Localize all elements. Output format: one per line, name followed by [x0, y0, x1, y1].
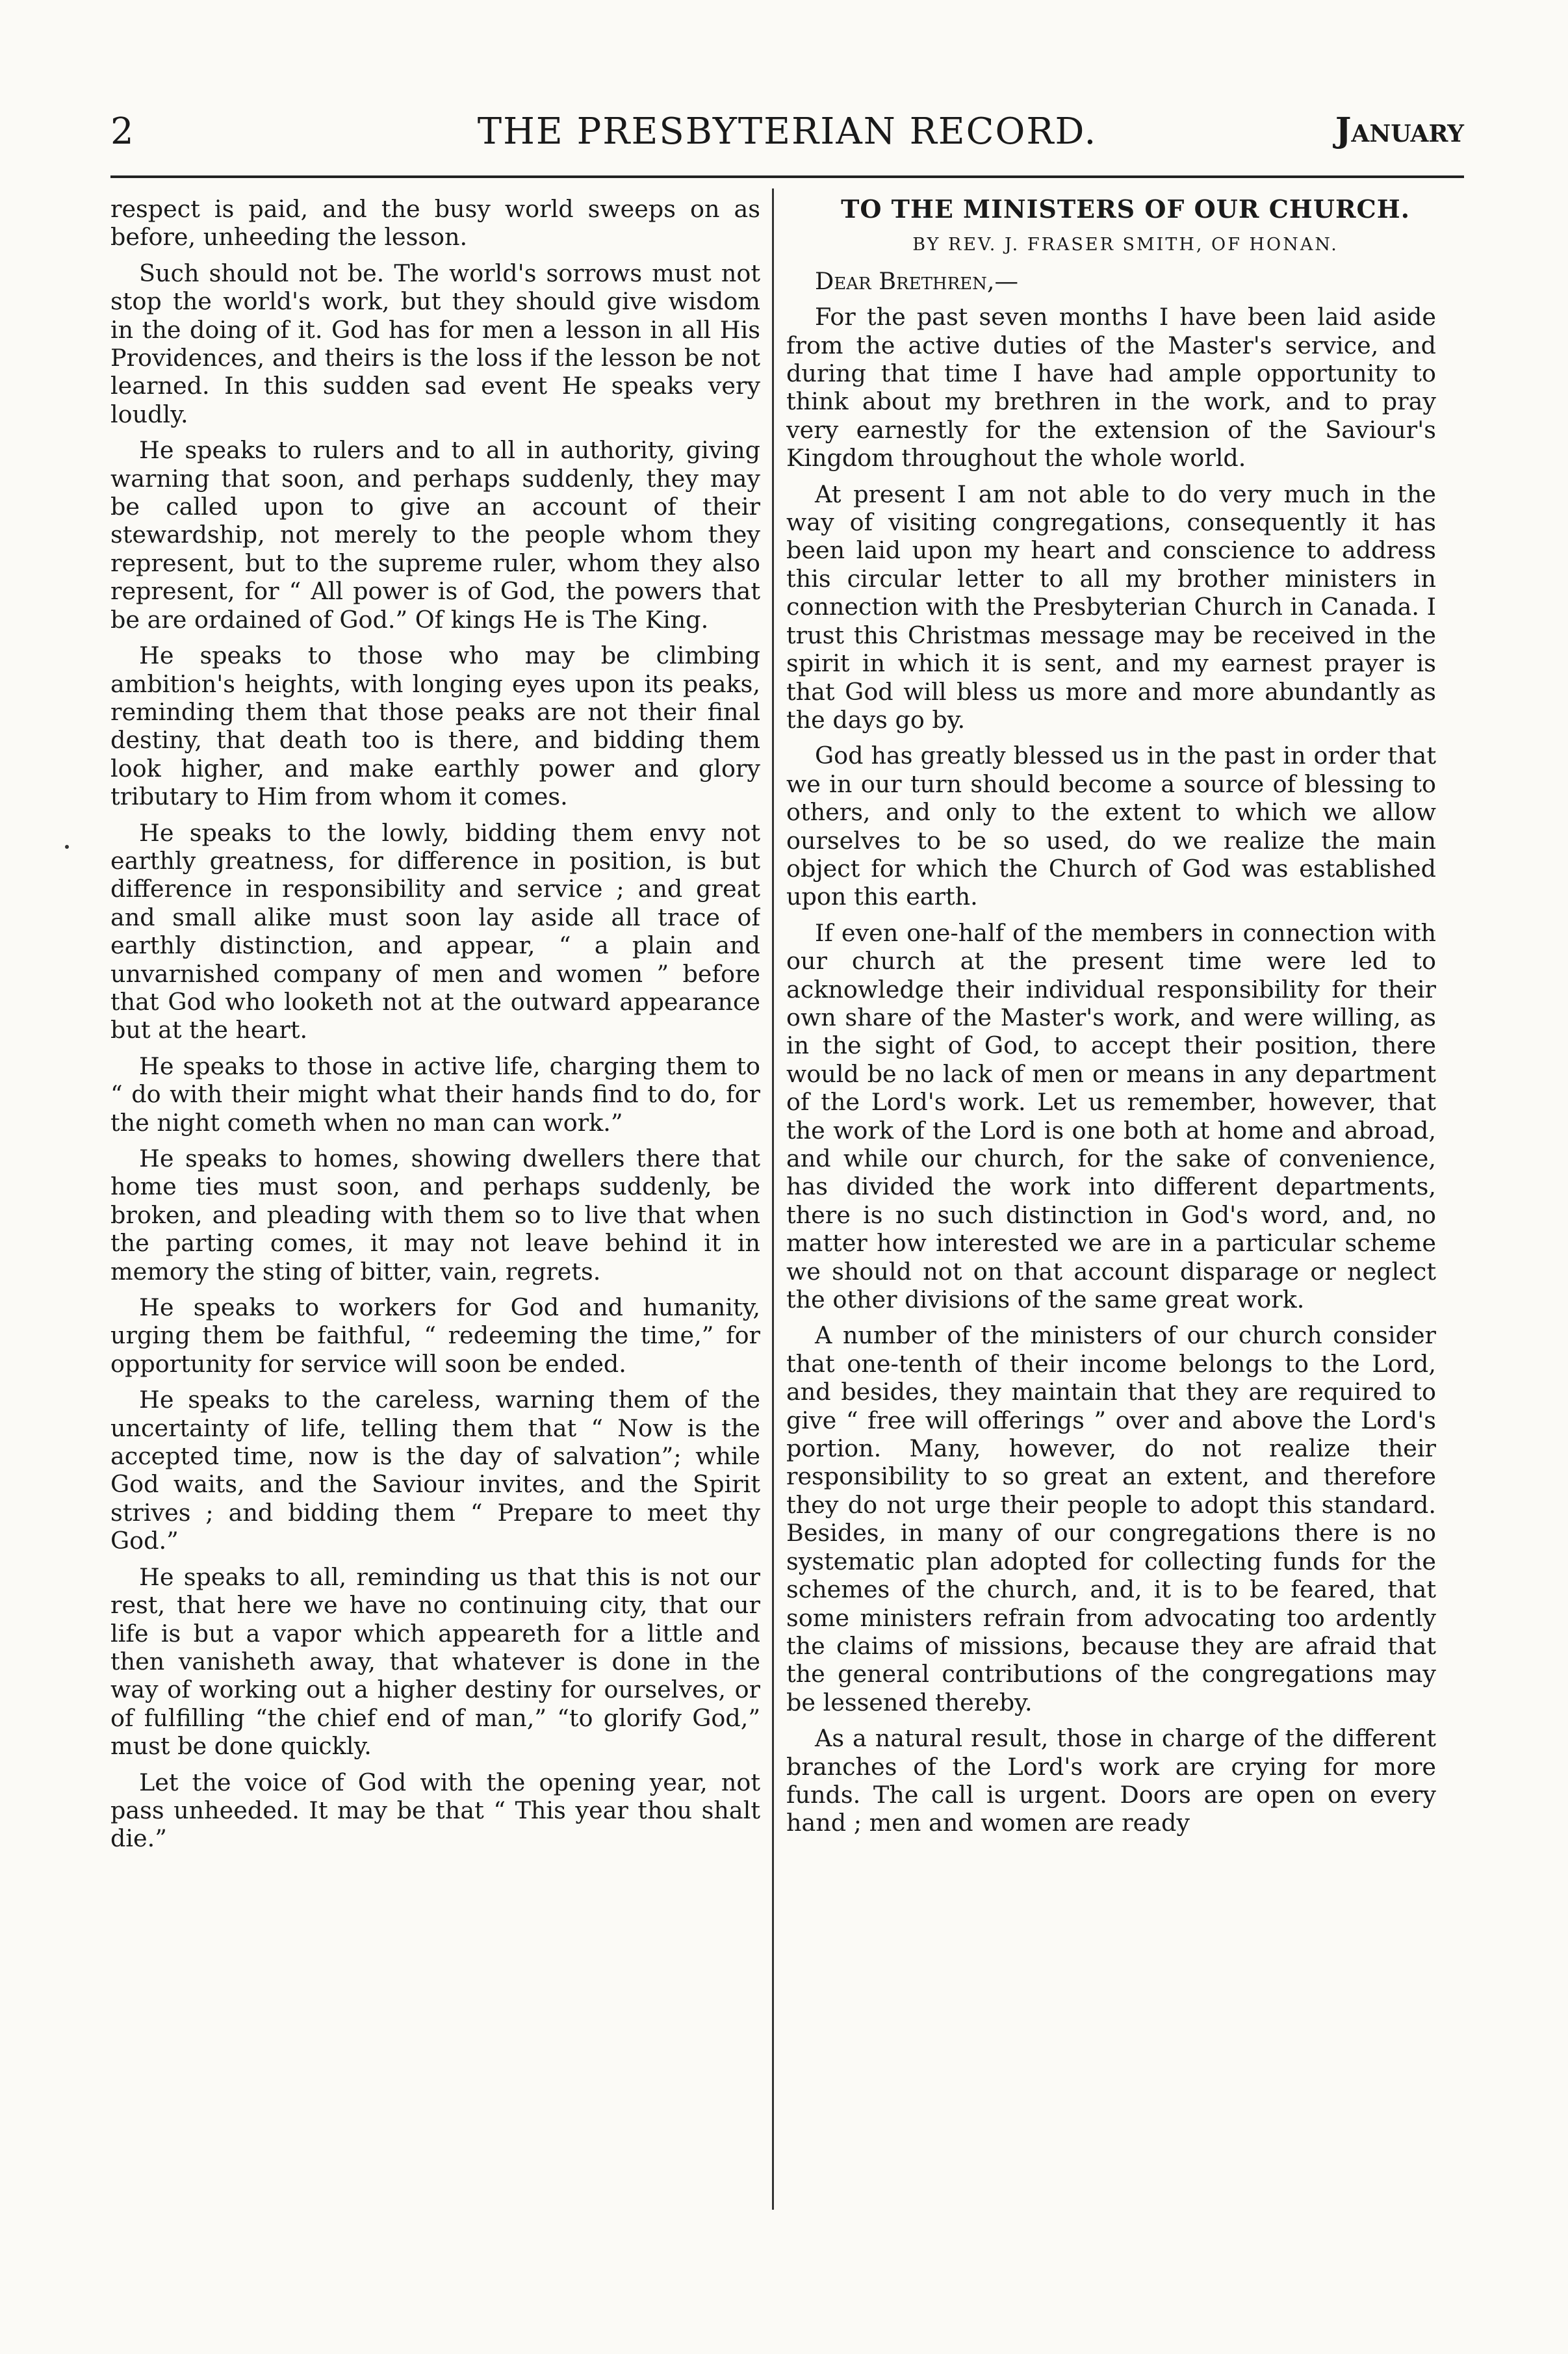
paragraph: At present I am not able to do very much in the way of visiting congregations, consequently it has been laid upon my heart and conscience to address this circular letter to all my brother ministers in connection with the Presbyterian Church in Canada. I trust this Christmas message may be received in the spirit in which it is sent, and my earnest prayer is that God will bless us more and more abundantly as the days go by.: [786, 480, 1436, 734]
left-column: [110, 195, 760, 2307]
salutation: Dear Brethren,—: [815, 266, 1019, 295]
paragraph: respect is paid, and the busy world sweeps on as before, unheeding the lesson.: [110, 195, 760, 252]
paragraph: He speaks to the lowly, bidding them envy not earthly greatness, for difference in position, is but difference in responsibility and service ; and great and small alike must soon lay aside all trace of earthly distinction, and appear, “ a plain and unvarnished company of men and women ” before that God who looketh not at the outward appearance but at the heart.: [110, 818, 760, 1044]
paragraph: He speaks to those in active life, charging them to “ do with their might what their hands find to do, for the night cometh when no man can work.”: [110, 1052, 760, 1137]
paragraph: For the past seven months I have been laid aside from the active duties of the Master's service, and during that time I have had ample opportunity to think about my brethren in the work, and to pray very earnestly for the extension of the Saviour's Kingdom throughout the whole world.: [786, 303, 1436, 472]
masthead-title: THE PRESBYTERIAN RECORD.: [477, 110, 1098, 153]
page-number: 2: [110, 110, 134, 153]
paragraph: Let the voice of God with the opening year, not pass unheeded. It may be that “ This year thou shalt die.”: [110, 1768, 760, 1853]
right-column: [786, 195, 1436, 2307]
page-header: [110, 110, 1464, 162]
header-rule: [110, 175, 1464, 178]
ink-speck: [65, 845, 69, 849]
paragraph: He speaks to all, reminding us that this is not our rest, that here we have no continuing city, that our life is but a vapor which appeareth for a little and then vanisheth away, that whatever is done in the way of working out a higher destiny for ourselves, or of fulfilling “the chief end of man,” “to glorify God,” must be done quickly.: [110, 1562, 760, 1761]
paragraph: He speaks to rulers and to all in authority, giving warning that soon, and perhaps suddenly, they may be called upon to give an account of their stewardship, not merely to the people whom they represent, but to the supreme ruler, whom they also represent, for “ All power is of God, the powers that be are ordained of God.” Of kings He is The King.: [110, 436, 760, 634]
column-divider: [772, 188, 774, 2210]
paragraph: Such should not be. The world's sorrows must not stop the world's work, but they should give wisdom in the doing of it. God has for men a lesson in all His Providences, and theirs is the loss if the lesson be not learned. In this sudden sad event He speaks very loudly.: [110, 259, 760, 428]
paragraph: As a natural result, those in charge of the different branches of the Lord's work are crying for more funds. The call is urgent. Doors are open on every hand ; men and women are ready: [786, 1724, 1436, 1837]
paragraph: A number of the ministers of our church consider that one-tenth of their income belongs to the Lord, and besides, they maintain that they are required to give “ free will offerings ” over and above the Lord's portion. Many, however, do not realize their responsibility to so great an extent, and therefore they do not urge their people to adopt this standard. Besides, in many of our congregations there is no systematic plan adopted for collecting funds for the schemes of the church, and, it is to be feared, that some ministers refrain from advocating too ardently the claims of missions, because they are afraid that the general contributions of the congregations may be lessened thereby.: [786, 1321, 1436, 1716]
paragraph: God has greatly blessed us in the past in order that we in our turn should become a source of blessing to others, and only to the extent to which we allow ourselves to be so used, do we realize the main object for which the Church of God was established upon this earth.: [786, 742, 1436, 911]
paragraph: He speaks to those who may be climbing ambition's heights, with longing eyes upon its peaks, reminding them that those peaks are not their final destiny, that death too is there, and bidding them look higher, and make earthly power and glory tributary to Him from whom it comes.: [110, 641, 760, 811]
issue-month: January: [1335, 110, 1464, 150]
article-title: TO THE MINISTERS OF OUR CHURCH.: [841, 195, 1410, 224]
paragraph: If even one-half of the members in connection with our church at the present time were led to acknowledge their individual responsibility for their own share of the Master's work, and were willing, as in the sight of God, to accept their position, there would be no lack of men or means in any department of the Lord's work. Let us remember, however, that the work of the Lord is one both at home and abroad, and while our church, for the sake of convenience, has divided the work into different departments, there is no such distinction in God's word, and, no matter how interested we are in a particular scheme we should not on that account disparage or neglect the other divisions of the same great work.: [786, 918, 1436, 1314]
paragraph: He speaks to the careless, warning them of the uncertainty of life, telling them that “ Now is the accepted time, now is the day of salvation”; while God waits, and the Saviour invites, and the Spirit strives ; and bidding them “ Prepare to meet thy God.”: [110, 1386, 760, 1555]
paragraph: He speaks to homes, showing dwellers there that home ties must soon, and perhaps suddenly, be broken, and pleading with them so to live that when the parting comes, it may not leave behind it in memory the sting of bitter, vain, regrets.: [110, 1145, 760, 1286]
article-byline: BY REV. J. FRASER SMITH, OF HONAN.: [912, 235, 1339, 255]
paragraph: He speaks to workers for God and humanity, urging them be faithful, “ redeeming the time,” for opportunity for service will soon be ended.: [110, 1293, 760, 1378]
